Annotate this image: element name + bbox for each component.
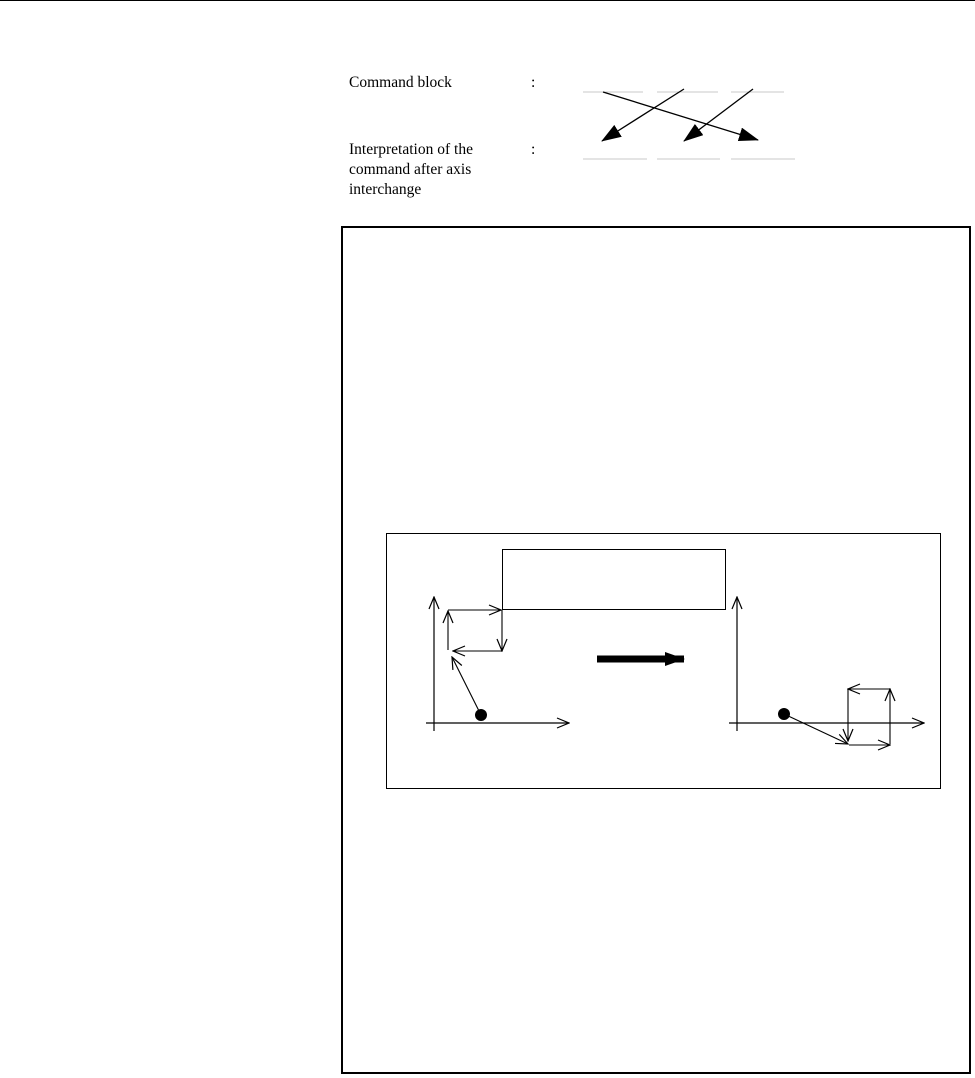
interpretation-colon: : [531,141,536,158]
diagram-caption-box [502,549,726,610]
interpretation-label-line-2: command after axis [349,161,472,178]
interpretation-label-line-1: Interpretation of the [349,141,473,158]
command-block-colon: : [531,74,536,91]
right-coordinate-axes [729,597,924,731]
interpretation-label-line-3: interchange [349,181,422,198]
command-block-label: Command block [349,74,452,91]
left-tool-path [448,610,502,715]
right-start-point [778,708,790,720]
left-start-point [475,709,487,721]
right-tool-path [784,689,890,745]
